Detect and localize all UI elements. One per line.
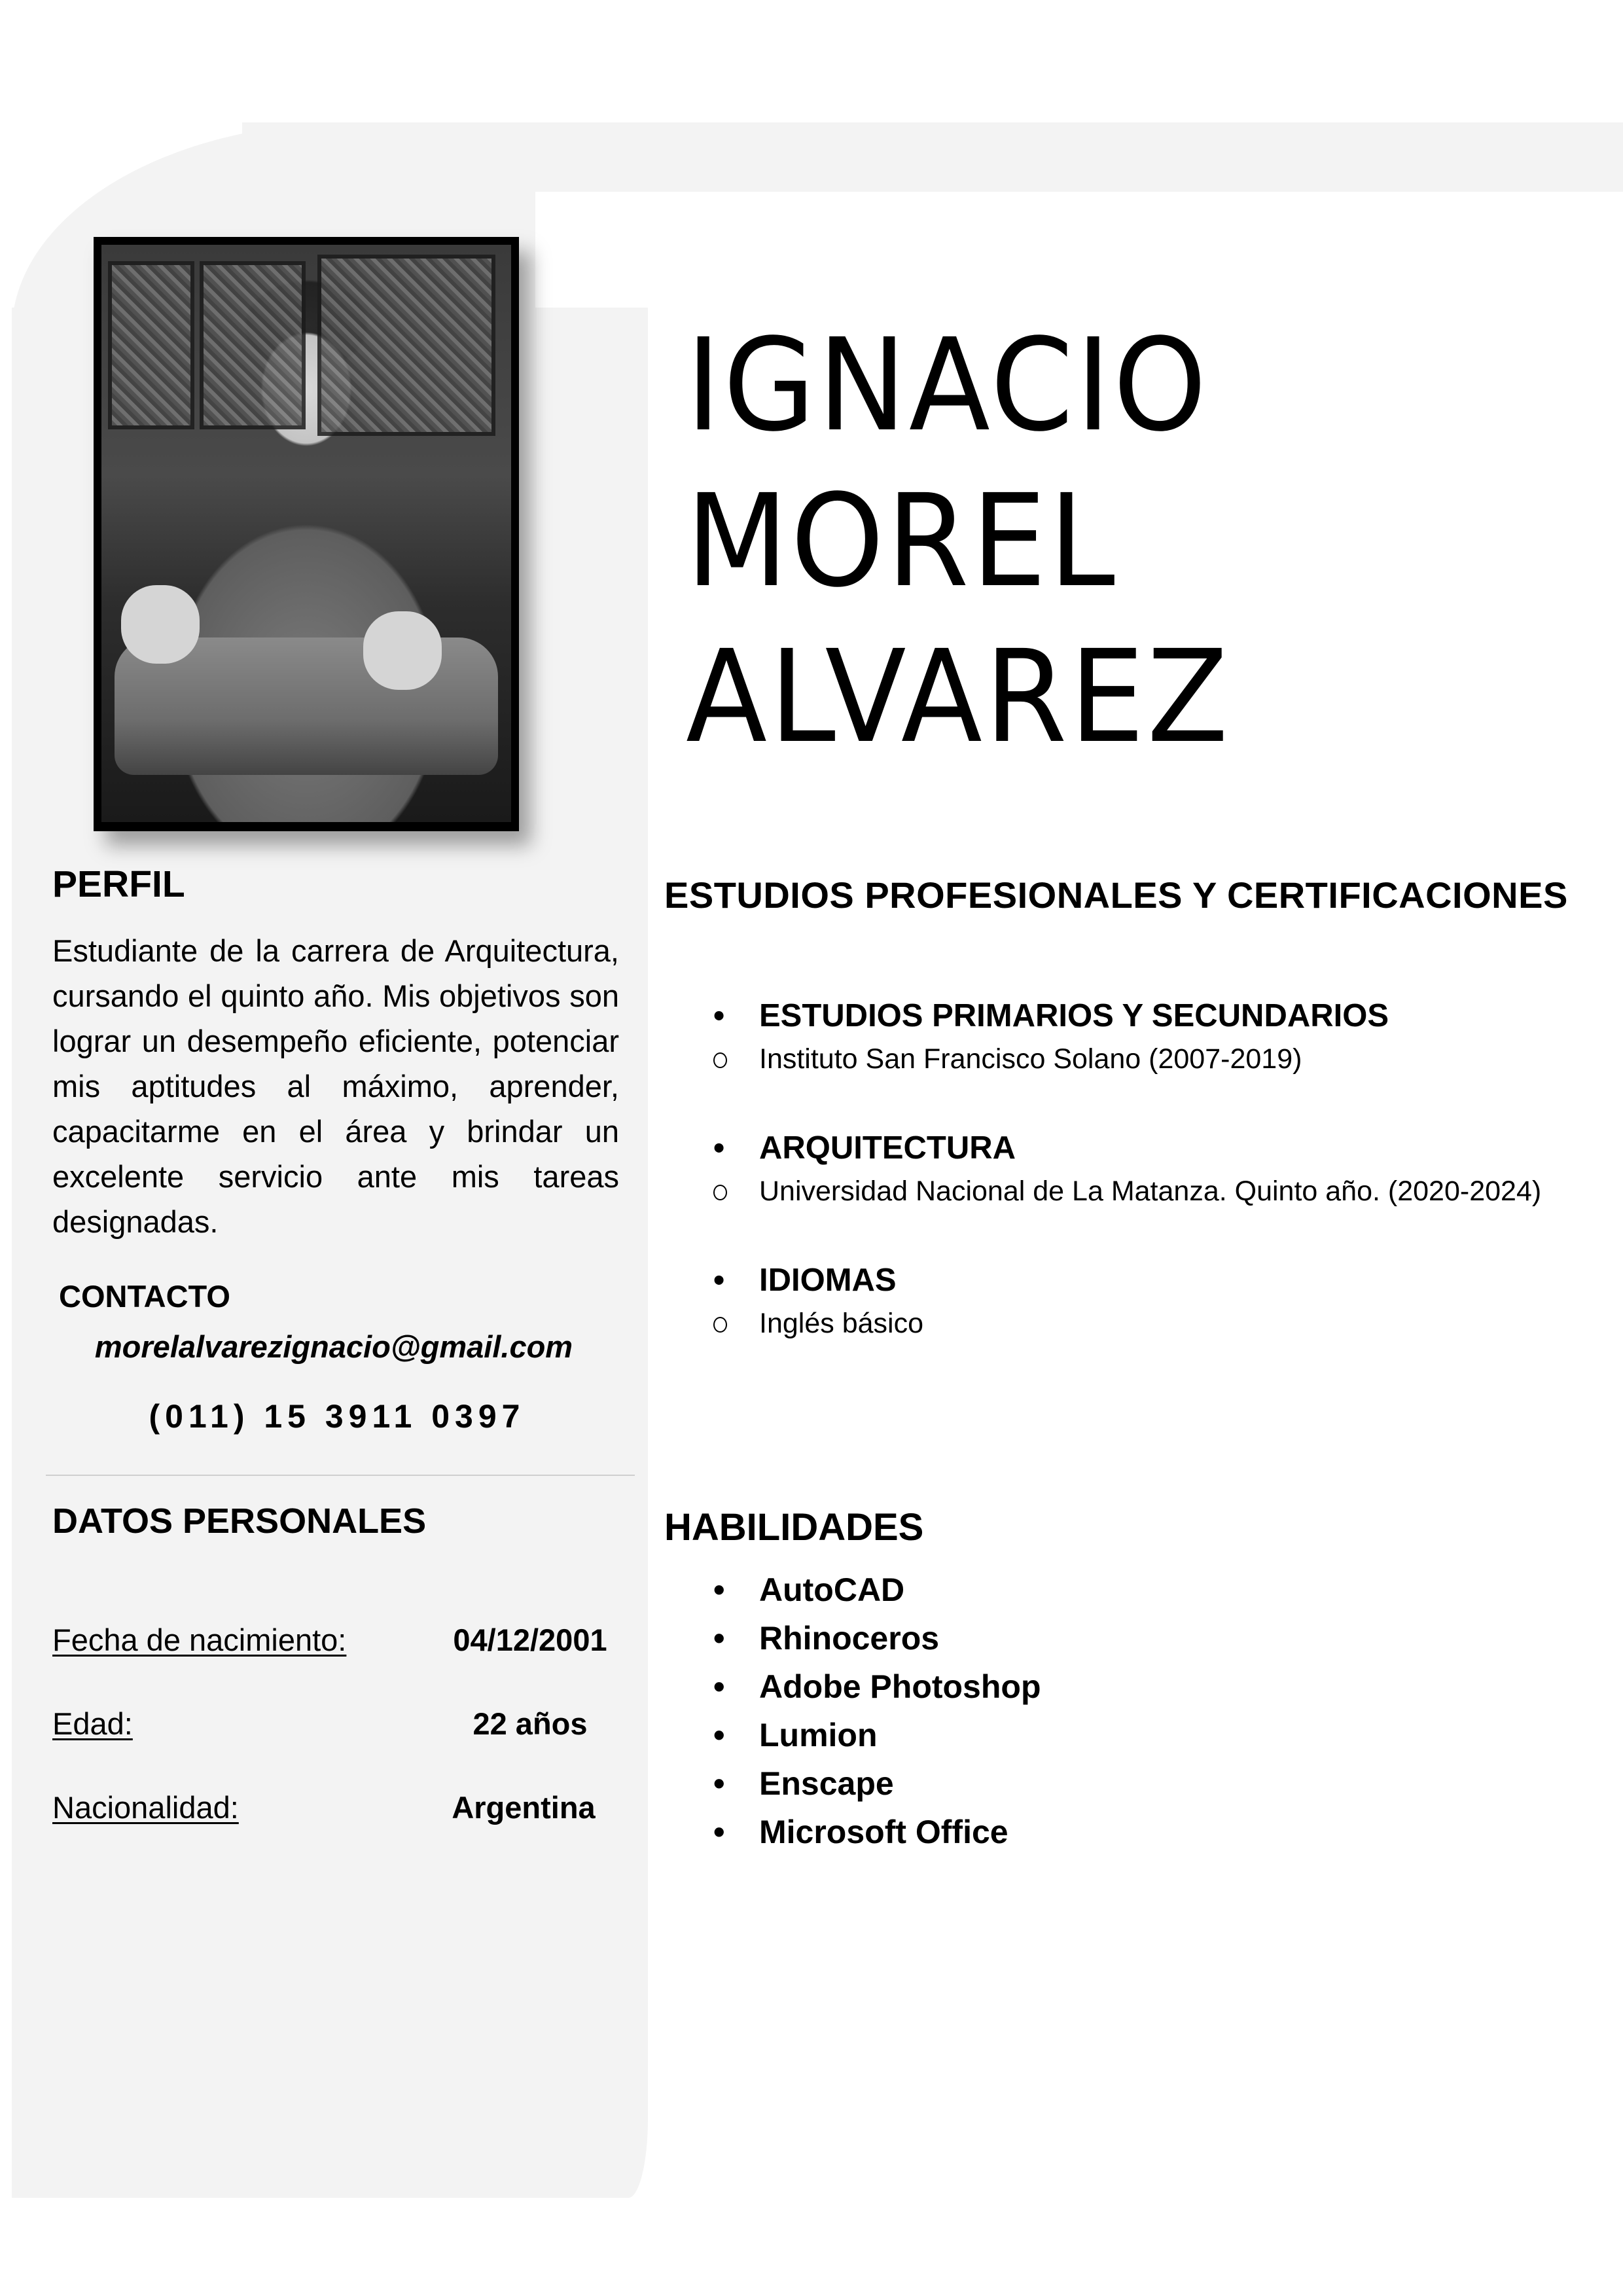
photo-background-painting bbox=[317, 255, 495, 436]
datos-value: Argentina bbox=[452, 1790, 596, 1825]
estudio-detail: Inglés básico bbox=[713, 1302, 1597, 1344]
contacto-heading: CONTACTO bbox=[59, 1279, 230, 1314]
estudio-detail: Universidad Nacional de La Matanza. Quinto año. (2020-2024) bbox=[713, 1170, 1597, 1212]
list-item bbox=[713, 995, 1597, 1080]
contact-email-link[interactable]: morelalvarezignacio@gmail.com bbox=[94, 1329, 573, 1364]
section-divider bbox=[46, 1475, 635, 1476]
habilidades-list bbox=[713, 1566, 1041, 1856]
candidate-name bbox=[686, 308, 1231, 775]
datos-label: Nacionalidad: bbox=[52, 1790, 239, 1825]
profile-photo-image bbox=[101, 245, 511, 822]
name-line-first: IGNACIO bbox=[686, 311, 1209, 459]
estudio-heading: • ARQUITECTURA bbox=[713, 1127, 1597, 1169]
perfil-heading: PERFIL bbox=[52, 863, 185, 905]
list-item bbox=[713, 1127, 1597, 1212]
datos-row-age bbox=[52, 1706, 619, 1742]
perfil-description: Estudiante de la carrera de Arquitectura, cursando el quinto año. Mis objetivos son lograr un desempeño eficiente, potenciar mis aptitudes al máximo, aprender, capacitarme en el área y brindar un excelente servicio ante mis tareas designadas. bbox=[52, 933, 619, 1239]
skill-item: • Enscape bbox=[713, 1759, 1041, 1808]
estudio-detail: Instituto San Francisco Solano (2007-2019) bbox=[713, 1038, 1597, 1080]
datos-label: Edad: bbox=[52, 1706, 133, 1741]
skill-item: • Adobe Photoshop bbox=[713, 1662, 1041, 1711]
contact-phone[interactable]: (011) 15 3911 0397 bbox=[149, 1398, 526, 1435]
datos-value: 22 años bbox=[473, 1706, 588, 1741]
datos-label: Fecha de nacimiento: bbox=[52, 1623, 347, 1657]
name-line-second: MOREL bbox=[686, 467, 1118, 615]
datos-row-birthdate bbox=[52, 1622, 619, 1658]
datos-personales-heading: DATOS PERSONALES bbox=[52, 1501, 427, 1541]
profile-photo bbox=[94, 237, 519, 831]
skill-item: • Microsoft Office bbox=[713, 1808, 1041, 1856]
datos-row-nationality bbox=[52, 1789, 619, 1825]
photo-background-painting bbox=[200, 261, 306, 429]
estudio-heading: • ESTUDIOS PRIMARIOS Y SECUNDARIOS bbox=[713, 995, 1597, 1037]
estudio-heading: • IDIOMAS bbox=[713, 1259, 1597, 1301]
list-item bbox=[713, 1259, 1597, 1344]
photo-subject-hand bbox=[121, 585, 200, 664]
estudios-heading: ESTUDIOS PROFESIONALES Y CERTIFICACIONES bbox=[664, 874, 1568, 916]
estudios-list bbox=[713, 995, 1597, 1391]
skill-item: • Lumion bbox=[713, 1711, 1041, 1759]
skill-item: • Rhinoceros bbox=[713, 1614, 1041, 1662]
datos-value: 04/12/2001 bbox=[453, 1623, 607, 1657]
background-top-band bbox=[242, 122, 1623, 192]
skill-item: • AutoCAD bbox=[713, 1566, 1041, 1614]
photo-background-painting bbox=[108, 261, 194, 429]
habilidades-heading: HABILIDADES bbox=[664, 1506, 924, 1549]
photo-subject-hand bbox=[363, 611, 442, 690]
name-line-third: ALVAREZ bbox=[686, 622, 1231, 771]
